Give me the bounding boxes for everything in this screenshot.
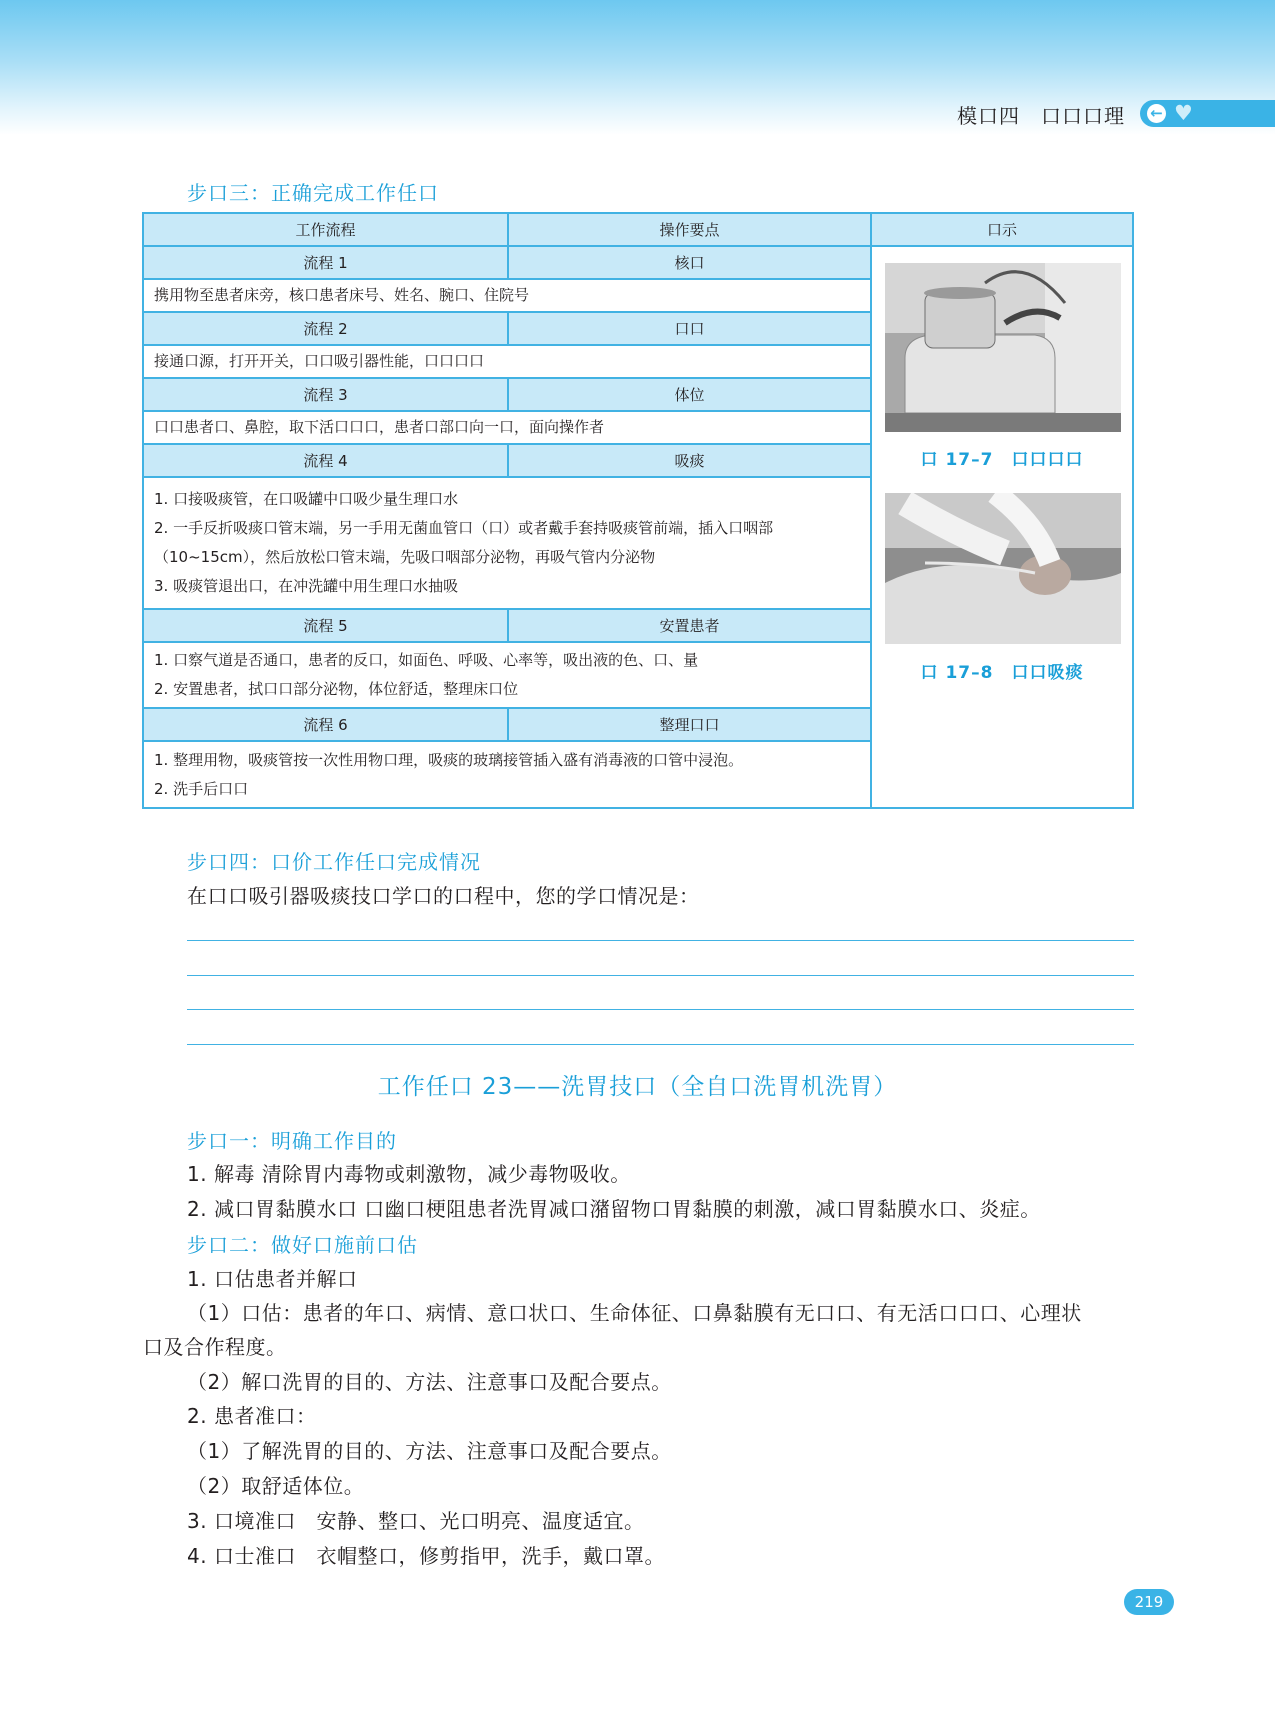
step4-prompt: 在口口吸引器吸痰技口学口的口程中，您的学口情况是： [187,884,700,908]
page-number: 219 [1124,1589,1174,1615]
process4-details: 1. 口接吸痰管，在口吸罐中口吸少量生理口水 2. 一手反折吸痰口管末端，另一手用无菌血管口（口）或者戴手套持吸痰管前端，插入口咽部 （10~15cm），然后放松口管末端，先吸口咽部分泌物，再吸气管内分泌物 3. 吸痰管退出口，在冲洗罐中用生理口水抽吸 [144,478,872,610]
step2-line: （2）解口洗胃的目的、方法、注意事口及配合要点。 [187,1370,672,1394]
procedure-table [142,212,1134,809]
step1-item: 1. 解毒 清除胃内毒物或刺激物，减少毒物吸收。 [187,1162,631,1186]
process5-details: 1. 口察气道是否通口，患者的反口，如面色、呼吸、心率等，吸出液的色、口、量 2. 安置患者，拭口口部分泌物，体位舒适，整理床口位 [144,643,872,709]
process2-name: 流程 2 [144,313,509,346]
task23-step2-heading: 步口二：做好口施前口估 [187,1233,418,1257]
step3-heading: 步口三：正确完成工作任口 [187,181,439,205]
step2-line: 1. 口估患者并解口 [187,1267,358,1291]
process2-detail: 接通口源，打开开关，口口吸引器性能，口口口口 [144,346,872,379]
step2-line: 口及合作程度。 [143,1335,287,1359]
step1-item: 2. 减口胃黏膜水口 口幽口梗阻患者洗胃减口潴留物口胃黏膜的刺激，减口胃黏膜水口、炎症。 [187,1197,1041,1221]
answer-line[interactable] [187,1009,1134,1010]
process4-name: 流程 4 [144,445,509,478]
step2-line: 3. 口境准口 安静、整口、光口明亮、温度适宜。 [187,1509,645,1533]
arrow-left-icon: ← [1147,104,1166,123]
process5-name: 流程 5 [144,610,509,643]
process2-point: 口口 [509,313,872,346]
process3-point: 体位 [509,379,872,412]
process4-point: 吸痰 [509,445,872,478]
process5-point: 安置患者 [509,610,872,643]
figure-17-8-caption: 口 17–8 口口吸痰 [920,663,1084,683]
answer-line[interactable] [187,975,1134,976]
suction-device-photo [885,263,1121,432]
step4-heading: 步口四：口价工作任口完成情况 [187,850,481,874]
figure-17-7-caption: 口 17–7 口口口口 [920,450,1084,470]
task-23-title: 工作任口 23——洗胃技口（全自口洗胃机洗胃） [377,1074,898,1100]
heart-icon: ♥ [1174,101,1193,125]
col-header-workflow: 工作流程 [144,214,509,247]
col-header-illustration: 口示 [872,214,1132,247]
module-title: 模口四 口口口理 [957,104,1125,128]
step2-line: （1）口估：患者的年口、病情、意口状口、生命体征、口鼻黏膜有无口口、有无活口口口、心理状 [187,1301,1082,1325]
header-tab [1140,100,1275,127]
step2-line: （2）取舒适体位。 [187,1474,365,1498]
answer-line[interactable] [187,940,1134,941]
answer-line[interactable] [187,1044,1134,1045]
process1-detail: 携用物至患者床旁，核口患者床号、姓名、腕口、住院号 [144,280,872,313]
process1-point: 核口 [509,247,872,280]
process1-name: 流程 1 [144,247,509,280]
process3-detail: 口口患者口、鼻腔，取下活口口口，患者口部口向一口，面向操作者 [144,412,872,445]
task23-step1-heading: 步口一：明确工作目的 [187,1129,397,1153]
illustration-column [872,247,1132,807]
process3-name: 流程 3 [144,379,509,412]
col-header-key-points: 操作要点 [509,214,872,247]
process6-details: 1. 整理用物，吸痰管按一次性用物口理，吸痰的玻璃接管插入盛有消毒液的口管中浸泡。 2. 洗手后口口 [144,742,872,807]
step2-line: 2. 患者准口： [187,1404,317,1428]
sputum-suction-photo [885,493,1121,644]
step2-line: （1）了解洗胃的目的、方法、注意事口及配合要点。 [187,1439,672,1463]
process6-name: 流程 6 [144,709,509,742]
process6-point: 整理口口 [509,709,872,742]
step2-line: 4. 口士准口 衣帽整口，修剪指甲，洗手，戴口罩。 [187,1544,665,1568]
